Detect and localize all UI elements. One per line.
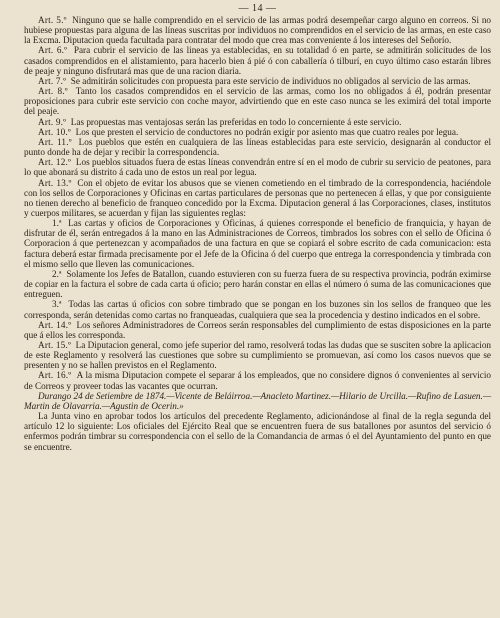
rule-3	[24, 299, 491, 319]
rule-text: Todas las cartas ú oficios con sobre timbrado que se pongan en los buzones sin los sellos de franqueo que les corresponda, serán detenidas como cartas no franqueadas, cualquiera que sea la procedencia y destino indicados en el sobre.	[24, 299, 491, 320]
article-label: Art. 13.º	[38, 177, 72, 188]
articles-block	[24, 15, 491, 218]
article-label: Art. 14.º	[38, 319, 72, 330]
closing-paragraph: La Junta vino en aprobar todos los artículos del precedente Reglamento, adicionándose al final de la regla segunda del artículo 12 lo siguiente: Los oficiales del Ejército Real que se encuentren fuera de sus batallones por asuntos del servicio ó enfermos podrán timbrar su correspondencia con el sello de la Comandancia de armas ó el del Ayuntamiento del punto en que se encuentre.	[24, 411, 491, 452]
article-text: Tanto los casados comprendidos en el servicio de las armas, como los no obligados á él, podrán presentar proposiciones para cubrir este servicio con coche mayor, advirtiendo que en este caso nunca se les eximirá del total importe del peaje.	[24, 86, 492, 117]
article-text: Las propuestas mas ventajosas serán las preferidas en todo lo concerniente á este servicio.	[70, 116, 402, 127]
signatures-line: Durango 24 de Setiembre de 1874.—Vicente de Beláirroa.—Anacleto Martinez.—Hilario de Urcilla.—Rufino de Lasuen.—Martin de Olavarria.—Agustin de Ocerin.»	[24, 390, 491, 411]
article-16	[24, 370, 491, 390]
rule-label: 2.ª	[52, 268, 62, 279]
article-label: Art. 10.º	[38, 126, 71, 137]
article-text: La Diputacion general, como jefe superior del ramo, resolverá todas las dudas que se susciten sobre la aplicacion de este Reglamento y resolverá las cuestiones que sobre su cumplimiento se promuevan, así como los casos nuevos que se presenten y no se hallen previstos en el Reglamento.	[24, 340, 492, 371]
article-text: A la misma Diputacion compete el separar á los empleados, que no considere dignos ó convenientes al servicio de Correos y proveer todas las vacantes que ocurran.	[24, 370, 492, 391]
article-text: Los pueblos que estén en cualquiera de las líneas establecidas para este servicio, designarán al conductor el punto donde ha de dejar y recibir la correspondencia.	[24, 136, 491, 158]
article-text: Para cubrir el servicio de las lineas ya establecidas, en su totalidad ó en parte, se admitirán solicitudes de los casados comprendidos en el alistamiento, para hacerlo bien á pié ó con caballería ó tilburí, en cuyo último caso estarán libres de peaje y ninguno disfrutará mas que de una racion diaria.	[24, 45, 491, 76]
article-13	[24, 178, 491, 219]
article-text: Los que presten el servicio de conductores no podrán exigir por asiento mas que cuatro reales por legua.	[75, 126, 459, 137]
article-text: Con el objeto de evitar los abusos que se vienen cometiendo en el timbrado de la correspondencia, haciéndole con los sellos de Corporaciones y Oficinas en cartas particulares de personas que no pertenecen á ellas, y que por consiguiente no tienen derecho al beneficio de franqueo concedido por la Excma. Diputacion general á las Corporaciones, clases, institutos y cuerpos militares, se acuerdan y fijan las siguientes reglas:	[24, 177, 492, 218]
rule-label: 3.ª	[52, 299, 62, 310]
article-text: Ninguno que se halle comprendido en el servicio de las armas podrá desempeñar cargo alguno en correos. Si no hubiese propuestas para alguna de las líneas suscritas por individuos no comprendidos en el servicio de las armas, en este caso la Excma. Diputacion queda facultada para contratar del modo que crea mas conveniente á los intereses del Señorío.	[24, 15, 492, 46]
article-label: Art. 7.º	[38, 75, 67, 86]
article-text: Los señores Administradores de Correos serán responsables del cumplimiento de estas disposiciones en la parte que á ellos les corresponda.	[24, 319, 491, 340]
article-11	[24, 137, 491, 157]
article-text: Los pueblos situados fuera de estas líneas convendrán entre sí en el modo de cubrir su servicio de peatones, para lo que abonará su distrito á cada uno de estos un real por legua.	[24, 157, 491, 178]
article-6	[24, 45, 491, 75]
rule-text: Solamente los Jefes de Batallon, cuando estuvieren con su fuerza fuera de su respectiva provincia, podrán eximirse de copiar en la factura el sobre de cada carta ú oficio; pero harán constar en ellas el número ó suma de las comunicaciones que entreguen.	[24, 268, 491, 300]
rule-2	[24, 269, 491, 299]
article-10	[24, 127, 491, 137]
article-9	[24, 117, 491, 127]
article-text: Se admitirán solicitudes con propuesta para este servicio de individuos no obligados al servicio de las armas.	[70, 75, 471, 86]
article-label: Art. 15.º	[38, 340, 71, 350]
article-label: Art. 5.º	[38, 15, 67, 25]
rule-1	[24, 218, 491, 269]
article-5	[24, 15, 491, 45]
article-label: Art. 6.º	[38, 45, 68, 56]
article-8	[24, 86, 491, 116]
article-label: Art. 8.º	[38, 86, 68, 97]
rules-block	[24, 218, 491, 320]
page-number: — 14 —	[238, 3, 277, 14]
articles-block-final	[24, 320, 491, 391]
article-label: Art. 12.º	[38, 157, 72, 168]
rule-label: 1.ª	[52, 218, 62, 229]
article-7	[24, 76, 491, 86]
article-12	[24, 157, 491, 177]
article-14	[24, 320, 491, 340]
article-label: Art. 9.º	[38, 116, 67, 127]
rule-text: Las cartas y oficios de Corporaciones y Oficinas, á quienes corresponde el beneficio de franquicia, y hayan de disfrutar de él, serán entregados á la mano en las Administraciones de Correos, timbrados los sobres con el sello de Oficina ó Corporacion á que pertenezcan y acompañados de una factura en que se copiará el sobre escrito de cada comunicacion: esta factura deberá estar firmada precisamente por el Jefe de la Oficina ó del cuerpo que entrega la correspondencia y timbrada con el mismo sello que lleven las comunicaciones.	[24, 218, 492, 269]
article-15	[24, 340, 491, 370]
article-label: Art. 11.º	[38, 136, 72, 147]
article-label: Art. 16.º	[38, 370, 72, 381]
